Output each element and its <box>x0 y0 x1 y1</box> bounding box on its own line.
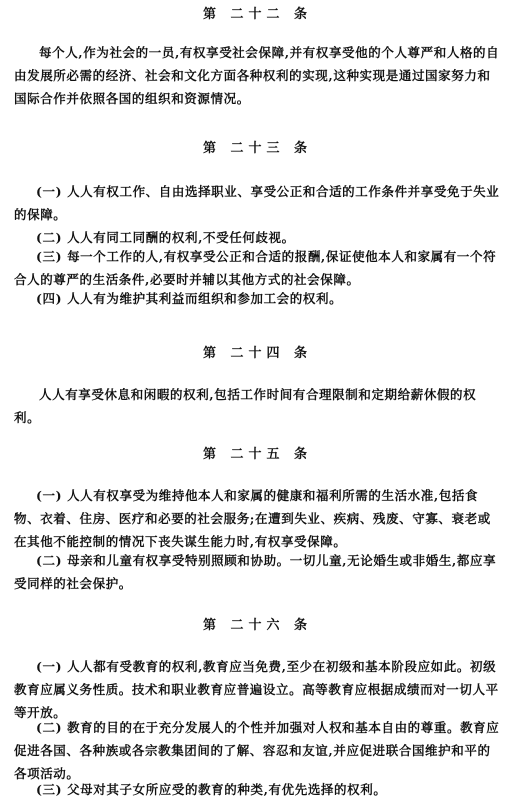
article-heading: 第 二十二 条 <box>202 7 313 22</box>
article-paragraph: (二) 人人有同工同酬的权利,不受任何歧视。 <box>36 230 295 245</box>
article-paragraph: 人人有享受休息和闲暇的权利,包括工作时间有合理限制和定期给薪休假的权利。 <box>14 387 477 425</box>
article-paragraph: (二) 教育的目的在于充分发展人的个性并加强对人权和基本自由的尊重。教育应促进各国、各种族或各宗教集团间的了解、容忍和友谊,并应促进联合国维护和平的各项活动。 <box>14 720 500 781</box>
article-paragraph: 每个人,作为社会的一员,有权享受社会保障,并有权享受他的个人尊严和人格的自由发展所必需的经济、社会和文化方面各种权利的实现,这种实现是通过国家努力和国际合作并依照各国的组织和资源情况。 <box>14 45 500 106</box>
article-paragraph: (一) 人人有权工作、自由选择职业、享受公正和合适的工作条件并享受免于失业的保障。 <box>14 184 500 222</box>
article-heading: 第 二十四 条 <box>202 346 313 361</box>
article-heading: 第 二十六 条 <box>202 618 313 633</box>
article-heading: 第 二十五 条 <box>202 447 313 462</box>
article-paragraph: (二) 母亲和儿童有权享受特别照顾和协助。一切儿童,无论婚生或非婚生,都应享受同样的社会保护。 <box>14 553 497 591</box>
article-paragraph: (三) 每一个工作的人,有权享受公正和合适的报酬,保证使他本人和家属有一个符合人的尊严的生活条件,必要时并辅以其他方式的社会保障。 <box>14 249 497 287</box>
article-paragraph: (三) 父母对其子女所应受的教育的种类,有优先选择的权利。 <box>36 782 387 797</box>
article-paragraph: (一) 人人都有受教育的权利,教育应当免费,至少在初级和基本阶段应如此。初级教育应属义务性质。技术和职业教育应普遍设立。高等教育应根据成绩而对一切人平等开放。 <box>14 659 499 720</box>
article-paragraph: (四) 人人有为维护其利益而组织和参加工会的权利。 <box>36 291 343 306</box>
article-heading: 第 二十三 条 <box>202 141 313 156</box>
article-paragraph: (一) 人人有权享受为维持他本人和家属的健康和福利所需的生活水准,包括食物、衣着、住房、医疗和必要的社会服务;在遭到失业、疾病、残废、守寡、衰老或在其他不能控制的情况下丧失谋生能力时,有权享受保障。 <box>14 488 491 549</box>
